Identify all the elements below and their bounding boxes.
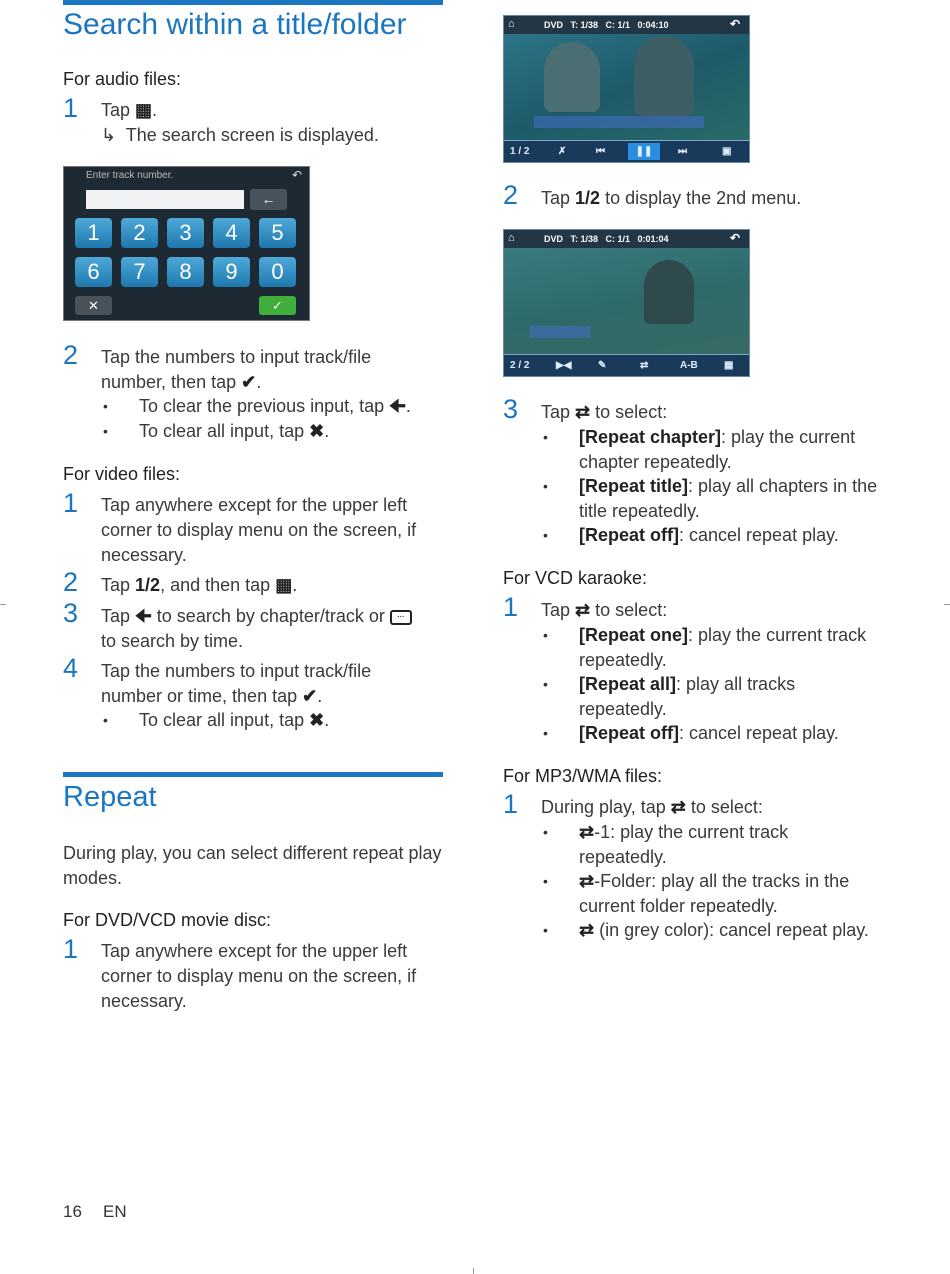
step-text: Tap 🠈 to search by chapter/track or ···: [101, 604, 412, 629]
player-status-text: DVD T: 1/38 C: 1/1 0:01:04: [544, 234, 669, 244]
bullet-text: title repeatedly.: [579, 501, 700, 521]
key-1: 1: [75, 218, 112, 248]
bullet-text: chapter repeatedly.: [579, 452, 732, 472]
key-6: 6: [75, 257, 112, 287]
settings-icon: ▣: [722, 146, 732, 157]
keypad-placeholder: Enter track number.: [86, 170, 174, 181]
close-icon: ✖: [309, 421, 325, 441]
key-3: 3: [167, 218, 204, 248]
bullet-icon: •: [543, 873, 548, 889]
bullet-text: [Repeat chapter]: play the current: [579, 427, 856, 447]
step-text: Tap 1/2 to display the 2nd menu.: [541, 188, 802, 208]
bullet-text: [Repeat one]: play the current track: [579, 625, 867, 645]
check-icon: ✔: [302, 686, 318, 706]
time-search-icon: ···: [390, 610, 412, 625]
repeat-icon: ⇄: [640, 360, 649, 371]
bullet-text: ⇄-Folder: play all the tracks in the: [579, 871, 850, 891]
video-files-header: For video files:: [63, 464, 181, 484]
bullet-icon: •: [543, 527, 548, 543]
key-2: 2: [121, 218, 158, 248]
video-frame-figure-left: [544, 42, 600, 112]
step-text: Tap anywhere except for the upper left: [101, 495, 408, 515]
bullet-text: [Repeat title]: play all chapters in the: [579, 476, 878, 496]
bullet-text: [Repeat all]: play all tracks: [579, 674, 796, 694]
home-icon: ⌂: [508, 18, 515, 30]
repeat-icon: ⇄: [670, 797, 686, 817]
bullet-icon: •: [543, 627, 548, 643]
bullet-text: To clear the previous input, tap 🠈.: [139, 396, 411, 416]
step-number: 2: [63, 567, 79, 597]
step-text: necessary.: [101, 545, 187, 565]
bullet-text: repeatedly.: [579, 699, 667, 719]
step-text: number or time, then tap ✔.: [101, 686, 323, 706]
bullet-text: ⇄ (in grey color): cancel repeat play.: [579, 920, 869, 940]
repeat-icon: ⇄: [575, 600, 591, 620]
bullet-icon: •: [103, 712, 108, 728]
home-icon: ⌂: [508, 232, 515, 244]
grid-menu-icon: ▦: [724, 360, 734, 371]
section-rule: [63, 0, 443, 5]
bullet-text: [Repeat off]: cancel repeat play.: [579, 723, 839, 743]
bullet-text: repeatedly.: [579, 847, 667, 867]
video-frame-figure: [644, 260, 694, 324]
step-text: Tap ▦.: [101, 100, 158, 120]
repeat-icon: ⇄: [579, 920, 595, 940]
player-control-bar: [504, 354, 749, 376]
next-icon: ⏭: [678, 146, 687, 157]
player-status-bar: [504, 230, 749, 248]
player-screenshot-menu-2: [503, 229, 750, 377]
keypad-input-field: [86, 190, 244, 209]
previous-icon: ⏮: [596, 146, 605, 157]
step-text: corner to display menu on the screen, if: [101, 520, 417, 540]
crop-mark: [473, 1268, 474, 1274]
subtitle-icon: ✎: [598, 360, 607, 371]
page-number: 16: [63, 1202, 82, 1221]
player-screenshot-menu-1: [503, 15, 750, 163]
step-text: During play, tap ⇄ to select:: [541, 797, 763, 817]
step-number: 3: [503, 394, 519, 424]
audio-files-header: For audio files:: [63, 69, 182, 89]
bullet-icon: •: [543, 922, 548, 938]
section-title-search: Search within a title/folder: [63, 8, 407, 41]
bullet-text: To clear all input, tap ✖.: [139, 710, 330, 730]
dvd-vcd-header: For DVD/VCD movie disc:: [63, 910, 272, 930]
section-title-repeat: Repeat: [63, 781, 157, 813]
subtitle-band: [534, 116, 704, 128]
key-5: 5: [259, 218, 296, 248]
bullet-icon: •: [543, 429, 548, 445]
key-7: 7: [121, 257, 158, 287]
mute-icon: ✗: [558, 146, 567, 157]
menu-page-indicator: 1 / 2: [510, 146, 530, 157]
repeat-icon: ⇄: [575, 402, 591, 422]
step-number: 2: [503, 180, 519, 210]
step-number: 1: [503, 789, 519, 819]
player-control-bar: [504, 140, 749, 162]
player-status-bar: [504, 16, 749, 34]
back-arrow-icon: ↶: [730, 17, 741, 31]
video-frame-figure-right: [634, 36, 694, 116]
pause-icon: ❚❚: [628, 143, 660, 160]
step-text: Tap the numbers to input track/file: [101, 347, 372, 367]
close-icon: ✖: [309, 710, 325, 730]
key-8: 8: [167, 257, 204, 287]
bullet-text: To clear all input, tap ✖.: [139, 421, 330, 441]
step-text: Tap ⇄ to select:: [541, 600, 668, 620]
mp3-wma-header: For MP3/WMA files:: [503, 766, 663, 786]
back-arrow-icon: ↶: [730, 231, 741, 245]
bullet-text: current folder repeatedly.: [579, 896, 778, 916]
step-number: 1: [63, 93, 79, 123]
step-number: 4: [63, 653, 79, 683]
step-text: number, then tap ✔.: [101, 372, 262, 392]
step-number: 1: [63, 934, 79, 964]
menu-page-indicator: 2 / 2: [510, 360, 530, 371]
back-arrow-icon: 🠈: [389, 396, 406, 416]
step-text: Tap ⇄ to select:: [541, 402, 668, 422]
step-text: Tap 1/2, and then tap ▦.: [101, 575, 298, 595]
bullet-icon: •: [543, 478, 548, 494]
section-rule: [63, 772, 443, 777]
back-arrow-icon: 🠈: [135, 606, 152, 626]
slow-icon: ▶◀: [556, 360, 572, 371]
key-4: 4: [213, 218, 250, 248]
crop-mark: [0, 604, 6, 605]
body-text: modes.: [63, 868, 123, 888]
grid-menu-icon: ▦: [275, 575, 293, 595]
check-icon: ✔: [241, 372, 257, 392]
step-number: 3: [63, 598, 79, 628]
step-number: 2: [63, 340, 79, 370]
step-text: Tap anywhere except for the upper left: [101, 941, 408, 961]
body-text: During play, you can select different repeat play: [63, 843, 442, 863]
back-arrow-icon: ↶: [292, 168, 303, 182]
language-code: EN: [103, 1202, 127, 1221]
crop-mark: [944, 604, 950, 605]
repeat-icon: ⇄: [579, 822, 595, 842]
step-text: to search by time.: [101, 631, 244, 651]
grid-menu-icon: ▦: [135, 100, 153, 120]
bullet-icon: •: [543, 725, 548, 741]
keypad-screenshot: [63, 166, 310, 321]
step-text: Tap the numbers to input track/file: [101, 661, 372, 681]
result-arrow-icon: ↳: [101, 125, 117, 145]
player-status-text: DVD T: 1/38 C: 1/1 0:04:10: [544, 20, 669, 30]
key-9: 9: [213, 257, 250, 287]
check-icon: ✓: [259, 296, 296, 315]
step-number: 1: [63, 488, 79, 518]
step-text: corner to display menu on the screen, if: [101, 966, 417, 986]
vcd-karaoke-header: For VCD karaoke:: [503, 568, 648, 588]
ab-repeat-label: A-B: [680, 360, 698, 371]
repeat-icon: ⇄: [579, 871, 595, 891]
step-text: necessary.: [101, 991, 187, 1011]
backspace-key: ←: [250, 189, 287, 210]
bullet-icon: •: [103, 423, 108, 439]
close-icon: ✕: [75, 296, 112, 315]
step-result: ↳ The search screen is displayed.: [101, 125, 379, 145]
bullet-text: ⇄-1: play the current track: [579, 822, 789, 842]
step-number: 1: [503, 592, 519, 622]
bullet-text: [Repeat off]: cancel repeat play.: [579, 525, 839, 545]
bullet-text: repeatedly.: [579, 650, 667, 670]
bullet-icon: •: [103, 398, 108, 414]
bullet-icon: •: [543, 676, 548, 692]
key-0: 0: [259, 257, 296, 287]
bullet-icon: •: [543, 824, 548, 840]
subtitle-band: [530, 326, 590, 338]
